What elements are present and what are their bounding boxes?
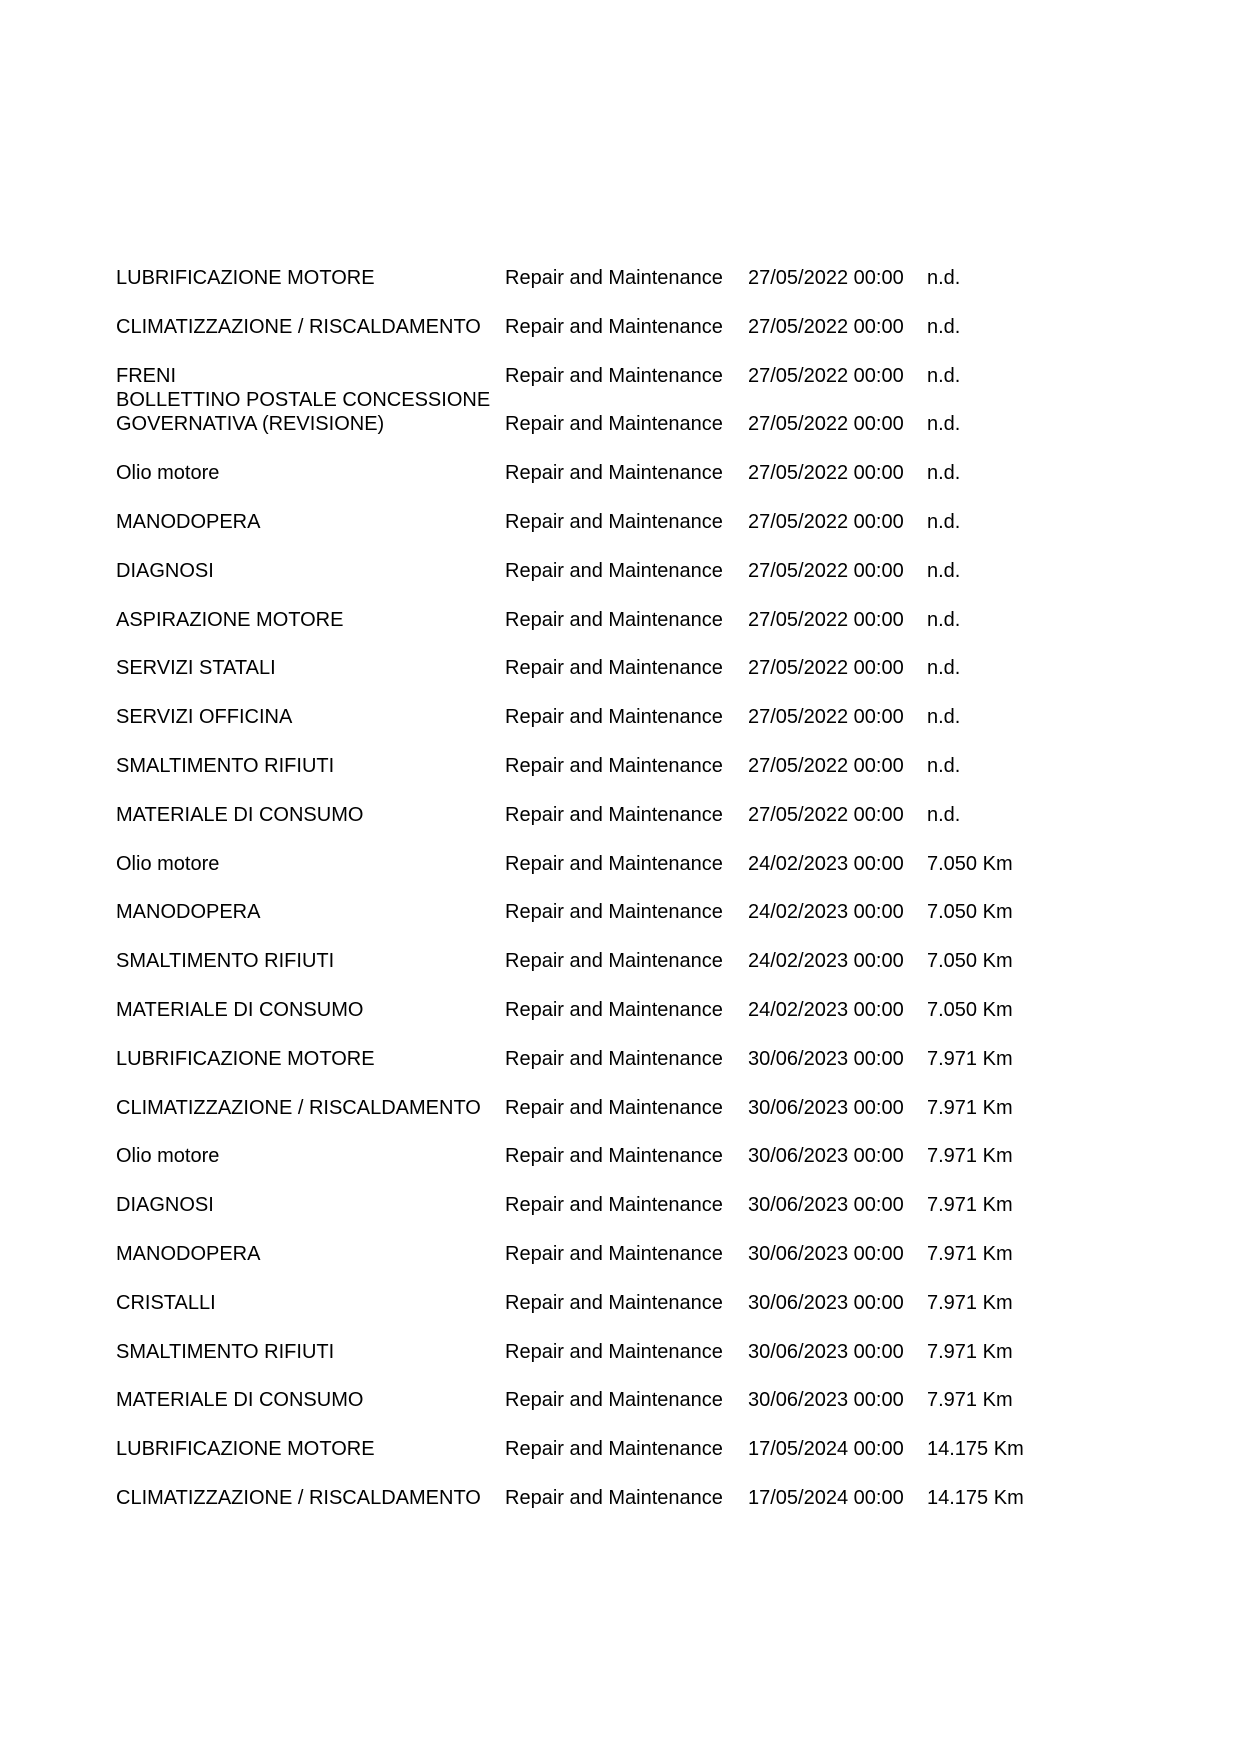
- service-category: Repair and Maintenance: [505, 755, 723, 777]
- service-date: 24/02/2023 00:00: [748, 999, 904, 1021]
- service-category: Repair and Maintenance: [505, 1096, 723, 1119]
- service-description: MANODOPERA: [116, 511, 261, 533]
- service-mileage: n.d.: [927, 315, 961, 338]
- service-category: Repair and Maintenance: [505, 559, 723, 582]
- service-category: Repair and Maintenance: [505, 852, 723, 875]
- service-category: Repair and Maintenance: [505, 999, 723, 1021]
- service-mileage: n.d.: [927, 364, 961, 387]
- service-date: 27/05/2022 00:00: [748, 462, 904, 485]
- service-description: SERVIZI STATALI: [116, 657, 276, 680]
- service-date: 27/05/2022 00:00: [748, 657, 904, 680]
- service-mileage: 7.971 Km: [927, 1096, 1013, 1119]
- table-row: [0, 543, 1241, 583]
- service-date: 27/05/2022 00:00: [748, 413, 904, 436]
- service-category: Repair and Maintenance: [505, 1243, 723, 1265]
- service-description: FRENI: [116, 364, 176, 387]
- service-date: 17/05/2024 00:00: [748, 1487, 904, 1509]
- service-mileage: 14.175 Km: [927, 1438, 1024, 1461]
- service-mileage: 7.971 Km: [927, 1340, 1013, 1363]
- table-row: [0, 1226, 1241, 1266]
- service-description: SERVIZI OFFICINA: [116, 706, 293, 729]
- service-mileage: n.d.: [927, 608, 961, 631]
- service-category: Repair and Maintenance: [505, 413, 723, 436]
- table-row: [0, 787, 1241, 827]
- table-row: [0, 738, 1241, 778]
- service-description: MANODOPERA: [116, 901, 261, 924]
- service-category: Repair and Maintenance: [505, 901, 723, 924]
- service-date: 30/06/2023 00:00: [748, 1096, 904, 1119]
- service-date: 27/05/2022 00:00: [748, 755, 904, 777]
- service-date: 27/05/2022 00:00: [748, 608, 904, 631]
- service-description: LUBRIFICAZIONE MOTORE: [116, 1047, 375, 1070]
- service-date: 27/05/2022 00:00: [748, 267, 904, 289]
- service-description: SMALTIMENTO RIFIUTI: [116, 755, 335, 777]
- table-row: [0, 1128, 1241, 1168]
- service-category: Repair and Maintenance: [505, 706, 723, 729]
- service-category: Repair and Maintenance: [505, 1194, 723, 1217]
- service-date: 27/05/2022 00:00: [748, 511, 904, 533]
- table-row: [0, 1177, 1241, 1217]
- table-row: [0, 836, 1241, 876]
- table-row: [0, 389, 1241, 436]
- service-description: BOLLETTINO POSTALE CONCESSIONE GOVERNATIVA (REVISIONE): [116, 389, 491, 436]
- service-date: 27/05/2022 00:00: [748, 803, 904, 826]
- table-row: [0, 1470, 1241, 1510]
- service-category: Repair and Maintenance: [505, 1487, 723, 1509]
- service-mileage: 7.971 Km: [927, 1389, 1013, 1412]
- service-category: Repair and Maintenance: [505, 950, 723, 973]
- table-row: [0, 1421, 1241, 1461]
- service-category: Repair and Maintenance: [505, 608, 723, 631]
- table-row: [0, 445, 1241, 485]
- table-row: [0, 1372, 1241, 1412]
- service-date: 24/02/2023 00:00: [748, 950, 904, 973]
- service-description: LUBRIFICAZIONE MOTORE: [116, 1438, 375, 1461]
- table-row: [0, 1080, 1241, 1120]
- service-description: MATERIALE DI CONSUMO: [116, 1389, 364, 1412]
- service-category: Repair and Maintenance: [505, 1291, 723, 1314]
- service-mileage: n.d.: [927, 755, 961, 777]
- service-description: Olio motore: [116, 1145, 220, 1168]
- service-description: Olio motore: [116, 462, 220, 485]
- service-category: Repair and Maintenance: [505, 1340, 723, 1363]
- service-category: Repair and Maintenance: [505, 1389, 723, 1412]
- service-description: CLIMATIZZAZIONE / RISCALDAMENTO: [116, 1096, 481, 1119]
- service-description: ASPIRAZIONE MOTORE: [116, 608, 344, 631]
- service-mileage: 14.175 Km: [927, 1487, 1024, 1509]
- service-mileage: 7.050 Km: [927, 852, 1013, 875]
- service-description: DIAGNOSI: [116, 559, 214, 582]
- table-row: [0, 494, 1241, 534]
- service-category: Repair and Maintenance: [505, 657, 723, 680]
- service-mileage: n.d.: [927, 559, 961, 582]
- service-description: CLIMATIZZAZIONE / RISCALDAMENTO: [116, 1487, 481, 1509]
- service-date: 30/06/2023 00:00: [748, 1340, 904, 1363]
- service-mileage: n.d.: [927, 511, 961, 533]
- service-mileage: 7.050 Km: [927, 950, 1013, 973]
- service-category: Repair and Maintenance: [505, 315, 723, 338]
- service-date: 30/06/2023 00:00: [748, 1047, 904, 1070]
- service-date: 27/05/2022 00:00: [748, 559, 904, 582]
- service-mileage: n.d.: [927, 267, 961, 289]
- service-description: DIAGNOSI: [116, 1194, 214, 1217]
- table-row: [0, 640, 1241, 680]
- table-row: [0, 299, 1241, 339]
- table-row: [0, 689, 1241, 729]
- service-date: 30/06/2023 00:00: [748, 1194, 904, 1217]
- service-date: 24/02/2023 00:00: [748, 901, 904, 924]
- service-date: 27/05/2022 00:00: [748, 706, 904, 729]
- table-row: [0, 592, 1241, 632]
- service-mileage: 7.971 Km: [927, 1047, 1013, 1070]
- service-description: SMALTIMENTO RIFIUTI: [116, 1340, 335, 1363]
- service-category: Repair and Maintenance: [505, 462, 723, 485]
- table-row: [0, 1275, 1241, 1315]
- service-mileage: 7.050 Km: [927, 999, 1013, 1021]
- service-description: Olio motore: [116, 852, 220, 875]
- service-date: 30/06/2023 00:00: [748, 1145, 904, 1168]
- service-mileage: 7.971 Km: [927, 1291, 1013, 1314]
- service-mileage: 7.971 Km: [927, 1243, 1013, 1265]
- service-mileage: 7.971 Km: [927, 1145, 1013, 1168]
- service-mileage: 7.971 Km: [927, 1194, 1013, 1217]
- service-category: Repair and Maintenance: [505, 511, 723, 533]
- table-row: [0, 1324, 1241, 1364]
- service-date: 30/06/2023 00:00: [748, 1243, 904, 1265]
- service-mileage: n.d.: [927, 803, 961, 826]
- service-category: Repair and Maintenance: [505, 1047, 723, 1070]
- service-mileage: 7.050 Km: [927, 901, 1013, 924]
- service-mileage: n.d.: [927, 657, 961, 680]
- service-date: 30/06/2023 00:00: [748, 1291, 904, 1314]
- service-mileage: n.d.: [927, 706, 961, 729]
- service-category: Repair and Maintenance: [505, 364, 723, 387]
- service-category: Repair and Maintenance: [505, 1145, 723, 1168]
- service-mileage: n.d.: [927, 413, 961, 436]
- table-row: [0, 250, 1241, 290]
- service-description: MANODOPERA: [116, 1243, 261, 1265]
- table-row: [0, 348, 1241, 388]
- table-row: [0, 982, 1241, 1022]
- service-category: Repair and Maintenance: [505, 1438, 723, 1461]
- service-description: SMALTIMENTO RIFIUTI: [116, 950, 335, 973]
- service-category: Repair and Maintenance: [505, 267, 723, 289]
- table-row: [0, 933, 1241, 973]
- service-description: MATERIALE DI CONSUMO: [116, 999, 364, 1021]
- service-description: CLIMATIZZAZIONE / RISCALDAMENTO: [116, 315, 481, 338]
- service-date: 17/05/2024 00:00: [748, 1438, 904, 1461]
- table-row: [0, 1031, 1241, 1071]
- service-date: 30/06/2023 00:00: [748, 1389, 904, 1412]
- service-date: 27/05/2022 00:00: [748, 364, 904, 387]
- table-row: [0, 884, 1241, 924]
- service-description: LUBRIFICAZIONE MOTORE: [116, 267, 375, 289]
- service-mileage: n.d.: [927, 462, 961, 485]
- service-category: Repair and Maintenance: [505, 803, 723, 826]
- service-date: 24/02/2023 00:00: [748, 852, 904, 875]
- service-date: 27/05/2022 00:00: [748, 315, 904, 338]
- service-description: CRISTALLI: [116, 1291, 216, 1314]
- service-description: MATERIALE DI CONSUMO: [116, 803, 364, 826]
